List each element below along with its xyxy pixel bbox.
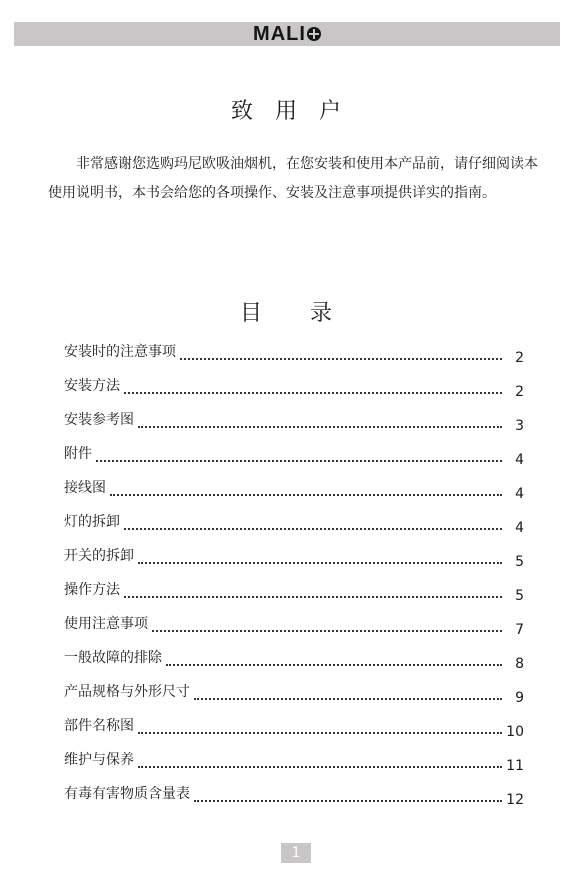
page-number: 1 [281,843,311,863]
toc-dot-leader [124,376,502,394]
brand-name: MALI [253,23,306,45]
toc-item-label: 一般故障的排除 [64,650,162,666]
toc-item-page: 4 [515,452,524,468]
toc-item-label: 维护与保养 [64,752,134,768]
brand-logo [14,22,560,46]
toc-dot-leader [194,682,502,700]
toc-item-page: 4 [515,520,524,536]
toc-dot-leader [124,580,502,598]
toc-item-label: 安装方法 [64,378,120,394]
toc-item-page: 2 [515,350,524,366]
toc-item[interactable] [64,376,524,410]
toc-item[interactable] [64,478,524,512]
toc-item-page: 5 [515,554,524,570]
toc-dot-leader [166,648,502,666]
toc-item-label: 有毒有害物质含量表 [64,786,190,802]
header-bar [14,22,560,46]
toc-item-label: 接线图 [64,480,106,496]
toc-item[interactable] [64,750,524,784]
toc-item[interactable] [64,410,524,444]
toc-item-label: 部件名称图 [64,718,134,734]
toc-item-page: 12 [506,792,524,808]
toc-item-label: 开关的拆卸 [64,548,134,564]
toc-item[interactable] [64,784,524,818]
toc-item-page: 8 [515,656,524,672]
intro-paragraph: 非常感谢您选购玛尼欧吸油烟机，在您安装和使用本产品前，请仔细阅读本使用说明书，本书会给您的各项操作、安装及注意事项提供详实的指南。 [48,156,538,201]
toc-item-page: 10 [506,724,524,740]
table-of-contents [64,342,524,818]
toc-item-label: 安装时的注意事项 [64,344,176,360]
toc-item-label: 使用注意事项 [64,616,148,632]
toc-dot-leader [110,478,502,496]
toc-item-page: 4 [515,486,524,502]
toc-dot-leader [180,342,502,360]
toc-item[interactable] [64,648,524,682]
toc-item-page: 3 [515,418,524,434]
toc-item[interactable] [64,580,524,614]
toc-item-label: 产品规格与外形尺寸 [64,684,190,700]
toc-item[interactable] [64,614,524,648]
toc-title: 目录 [239,301,380,326]
intro-title: 致用户 [230,99,363,124]
toc-item[interactable] [64,512,524,546]
malio-logo-icon [307,27,321,41]
toc-dot-leader [152,614,502,632]
toc-dot-leader [194,784,502,802]
toc-dot-leader [138,716,502,734]
toc-dot-leader [138,546,502,564]
toc-item[interactable] [64,682,524,716]
toc-item-page: 7 [515,622,524,638]
toc-dot-leader [124,512,502,530]
toc-item[interactable] [64,716,524,750]
toc-dot-leader [96,444,502,462]
toc-dot-leader [138,750,502,768]
toc-item-label: 操作方法 [64,582,120,598]
toc-dot-leader [138,410,502,428]
toc-item-page: 9 [515,690,524,706]
toc-item-page: 5 [515,588,524,604]
toc-item[interactable] [64,546,524,580]
toc-item[interactable] [64,342,524,376]
toc-item-label: 安装参考图 [64,412,134,428]
toc-item-page: 2 [515,384,524,400]
toc-item-page: 11 [506,758,524,774]
toc-item-label: 附件 [64,446,92,462]
toc-item-label: 灯的拆卸 [64,514,120,530]
toc-item[interactable] [64,444,524,478]
